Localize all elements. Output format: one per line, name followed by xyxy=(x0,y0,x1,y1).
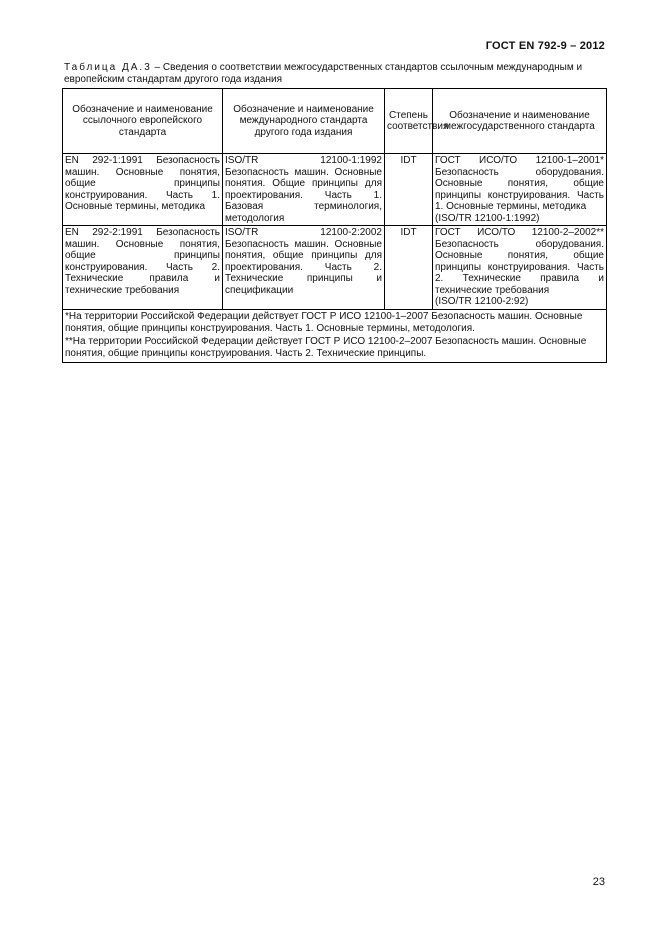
cell-international: ISO/TR 12100-2:2002 Безопасность машин. Основные понятия, общие принципы для проектирования. Часть 2. Технические принципы и спецификации xyxy=(223,226,385,310)
table-caption xyxy=(64,62,608,86)
header-degree: Степень соответствия xyxy=(385,89,433,154)
correspondence-table xyxy=(62,88,607,363)
footnote-1: *На территории Российской Федерации действует ГОСТ Р ИСО 12100-1–2007 Безопасность машин. Основные понятия, общие принципы конструирования. Часть 1. Основные термины, методология. xyxy=(65,310,583,334)
document-code: ГОСТ EN 792-9 – 2012 xyxy=(485,40,605,52)
table-notes xyxy=(63,309,607,362)
table-caption-text: – Сведения о соответствии межгосударственных стандартов ссылочным международным и европейским стандартам другого года издания xyxy=(64,62,583,85)
table-row xyxy=(63,226,607,310)
interstate-ref: (ISO/TR 12100-2:92) xyxy=(435,296,529,307)
cell-degree: IDT xyxy=(385,226,433,310)
footnote-2: **На территории Российской Федерации действует ГОСТ Р ИСО 12100-2–2007 Безопасность машин. Основные понятия, общие принципы конструирования. Часть 2. Технические принципы. xyxy=(65,335,587,359)
header-interstate-standard: Обозначение и наименование межгосударственного стандарта xyxy=(433,89,607,154)
interstate-ref: (ISO/TR 12100-1:1992) xyxy=(435,212,540,224)
cell-international: ISO/TR 12100-1:1992 Безопасность машин. Основные понятия. Общие принципы для проектирования. Часть 1. Базовая терминология, методология xyxy=(223,154,385,226)
table-header-row xyxy=(63,89,607,154)
page-number: 23 xyxy=(592,876,605,888)
table-notes-row xyxy=(63,309,607,362)
cell-european: EN 292-2:1991 Безопасность машин. Основные понятия, общие принципы конструирования. Часть 2. Технические правила и технические требования xyxy=(63,226,223,310)
cell-interstate xyxy=(433,154,607,226)
table-row xyxy=(63,154,607,226)
interstate-text: ГОСТ ИСО/ТО 12100-2–2002** Безопасность оборудования. Основные понятия, общие принципы конструирования. Часть 2. Технические правила и технические требования xyxy=(435,227,604,296)
table-label: Таблица ДА.3 xyxy=(64,62,152,73)
cell-european: EN 292-1:1991 Безопасность машин. Основные понятия, общие принципы конструирования. Часть 1. Основные термины, методика xyxy=(63,154,223,226)
cell-interstate xyxy=(433,226,607,310)
header-international-standard: Обозначение и наименование международного стандарта другого года издания xyxy=(223,89,385,154)
cell-degree: IDT xyxy=(385,154,433,226)
interstate-text: ГОСТ ИСО/ТО 12100-1–2001* Безопасность оборудования. Основные понятия, общие принципы конструирования. Часть 1. Основные термины, методика xyxy=(435,155,604,212)
header-european-standard: Обозначение и наименование ссылочного европейского стандарта xyxy=(63,89,223,154)
